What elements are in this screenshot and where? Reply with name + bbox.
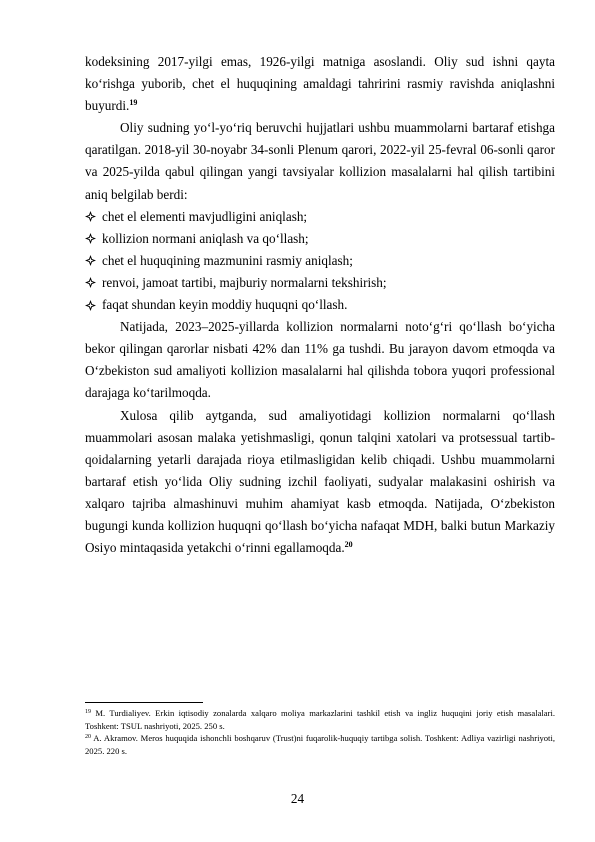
diamond-bullet-icon <box>85 233 96 244</box>
diamond-bullet-icon <box>85 211 96 222</box>
footnotes <box>85 707 555 757</box>
list-item <box>85 228 555 250</box>
footnote-text: A. Akramov. Meros huquqida ishonchli boshqaruv (Trust)ni fuqarolik-huquqiy tartibga solish. Toshkent: Adliya vazirligi nashriyoti, 2025. 220 s. <box>85 733 555 756</box>
diamond-bullet-icon <box>85 300 96 311</box>
footnote-19 <box>85 707 555 732</box>
list-item-text: kollizion normani aniqlash va qo‘llash; <box>102 230 309 246</box>
diamond-bullet-icon <box>85 277 96 288</box>
paragraph-1-text: kodeksining 2017-yilgi emas, 1926-yilgi matniga asoslandi. Oliy sud ishni qayta ko‘rishga yuborib, chet el huquqining amaldagi tahririni rasmiy ravishda aniqlashni buyurdi. <box>85 54 555 114</box>
footnote-number: 19 <box>85 709 91 715</box>
paragraph-2: Oliy sudning yo‘l-yo‘riq beruvchi hujjatlari ushbu muammolarni bartaraf etishga qaratilgan. 2018-yil 30-noyabr 34-sonli Plenum qarori, 2022-yil 25-fevral 06-sonli qaror va 2025-yilda qabul qilingan yangi tavsiyalar kollizion masalalarni hal qilish tartibini aniq belgilab berdi: <box>85 120 555 202</box>
list-item <box>85 272 555 294</box>
footnote-separator <box>85 702 203 703</box>
list-item <box>85 250 555 272</box>
list-item-text: renvoi, jamoat tartibi, majburiy normalarni tekshirish; <box>102 274 387 290</box>
list-item <box>85 206 555 228</box>
paragraph-4 <box>85 405 555 560</box>
bullet-list <box>85 206 555 316</box>
list-item <box>85 294 555 316</box>
page-number: 24 <box>290 791 305 806</box>
page-body <box>85 51 555 559</box>
diamond-bullet-icon <box>85 255 96 266</box>
paragraph-3: Natijada, 2023–2025-yillarda kollizion normalarni noto‘g‘ri qo‘llash bo‘yicha bekor qilingan qarorlar nisbati 42% dan 11% ga tushdi. Bu jarayon davom etmoqda va O‘zbekiston sud amaliyoti kollizion masalalarni hal qilishda tobora yuqori professional darajaga ko‘tarilmoqda. <box>85 319 555 401</box>
footnote-20 <box>85 732 555 757</box>
footnote-ref-20[interactable]: 20 <box>344 540 353 550</box>
paragraph-1 <box>85 51 555 117</box>
footnote-number: 20 <box>85 734 91 741</box>
list-item-text: faqat shundan keyin moddiy huquqni qo‘llash. <box>102 297 348 313</box>
footnote-text: M. Turdialiyev. Erkin iqtisodiy zonalarda xalqaro moliya markazlarini tashkil etish va ingliz huquqini joriy etish masalalari. Toshkent: TSUL nashriyoti, 2025. 250 s. <box>85 708 555 731</box>
list-item-text: chet el huquqining mazmunini rasmiy aniqlash; <box>102 252 353 268</box>
list-item-text: chet el elementi mavjudligini aniqlash; <box>102 208 308 224</box>
paragraph-4-text: Xulosa qilib aytganda, sud amaliyotidagi kollizion normalarni qo‘llash muammolari asosan malaka yetishmasligi, qonun talqini xatolari va protsessual tartib-qoidalarning yetarli darajada rioya etilmasligidan kelib chiqadi. Ushbu muammolarni bartaraf etish yo‘lida Oliy sudning izchil faoliyati, sudyalar malakasini oshirish va xalqaro tajriba almashinuvi muhim ahamiyat kasb etmoqda. Natijada, O‘zbekiston bugungi kunda kollizion huquqni qo‘llash bo‘yicha nafaqat MDH, balki butun Markaziy Osiyo mintaqasida yetakchi o‘rinni egallamoqda. <box>85 407 555 556</box>
footnote-ref-19[interactable]: 19 <box>129 98 138 108</box>
